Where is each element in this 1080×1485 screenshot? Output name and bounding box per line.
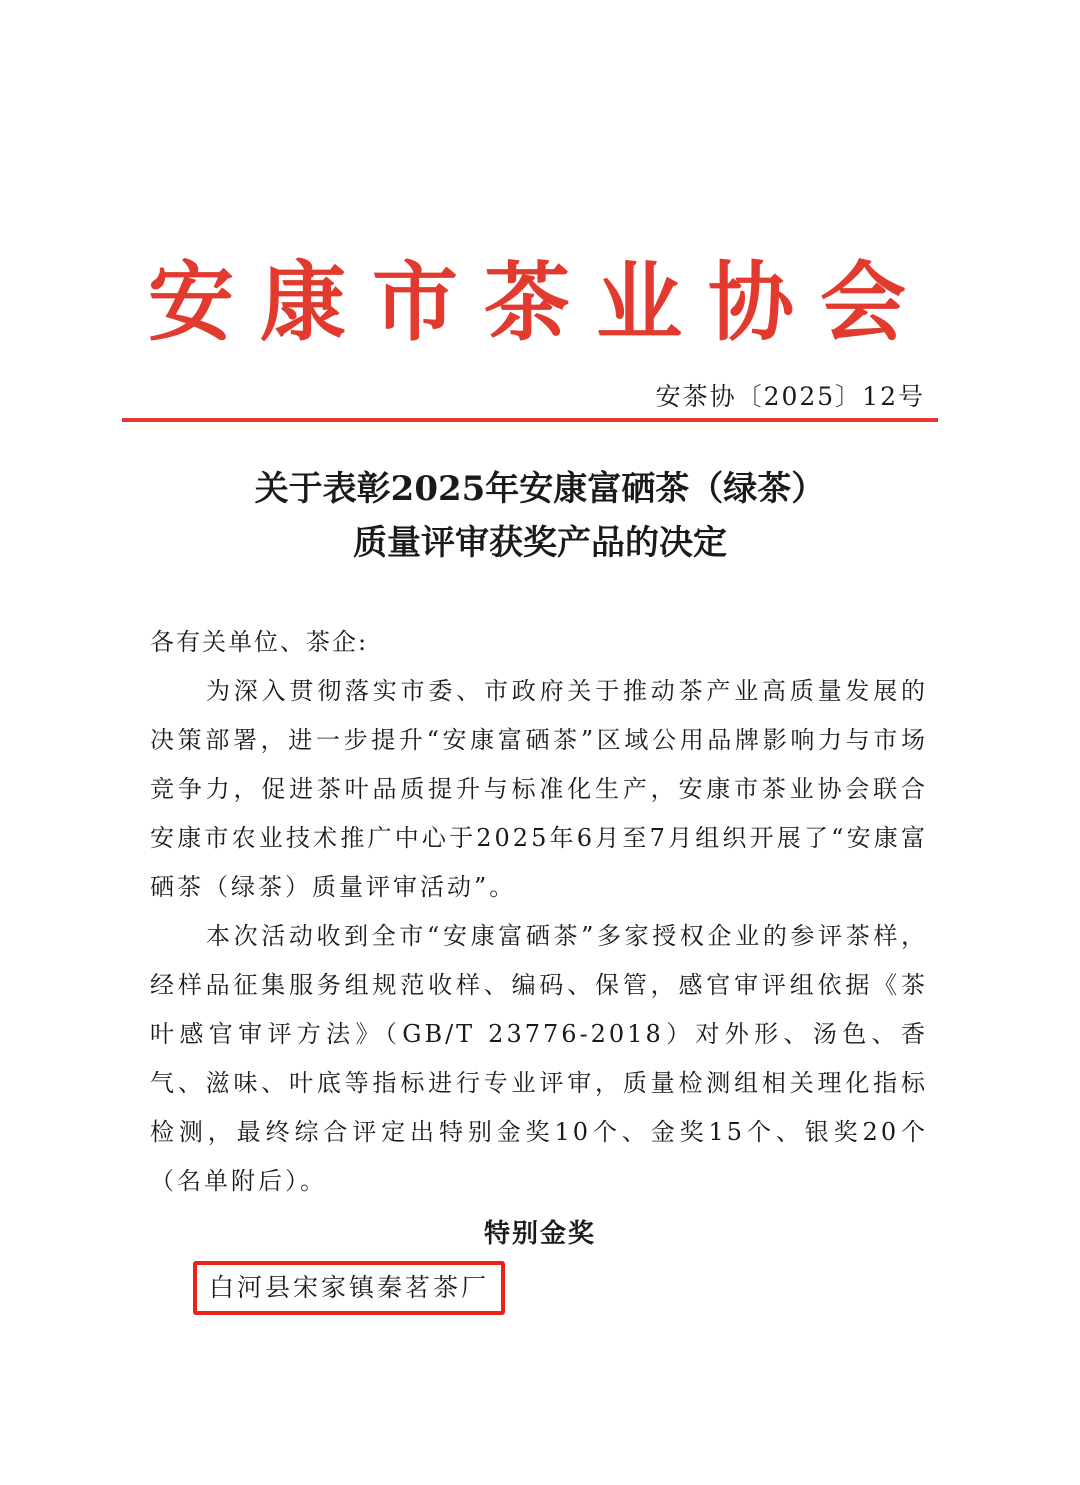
document-title: [0, 462, 1080, 570]
body-paragraph-1: 为深入贯彻落实市委、市政府关于推动茶产业高质量发展的决策部署，进一步提升“安康富硒茶”区域公用品牌影响力与市场竞争力，促进茶叶品质提升与标准化生产，安康市茶业协会联合安康市农业技术推广中心于2025年6月至7月组织开展了“安康富硒茶（绿茶）质量评审活动”。: [150, 677, 928, 901]
award-item-highlighted: 白河县宋家镇秦茗茶厂: [193, 1261, 505, 1315]
salutation: 各有关单位、茶企:: [150, 628, 369, 656]
document-title-line-2: 质量评审获奖产品的决定: [353, 523, 727, 563]
red-divider-line: [122, 418, 938, 422]
organization-header: 安康市茶业协会: [148, 252, 932, 353]
award-section-title: 特别金奖: [483, 1219, 596, 1249]
document-number: 安茶协〔2025〕12号: [655, 382, 925, 411]
document-title-line-1: 关于表彰2025年安康富硒茶（绿茶）: [254, 469, 826, 509]
body-paragraph-2: 本次活动收到全市“安康富硒茶”多家授权企业的参评茶样，经样品征集服务组规范收样、编码、保管，感官审评组依据《茶叶感官审评方法》（GB/T 23776-2018）对外形、汤色、香气、滋味、叶底等指标进行专业评审，质量检测组相关理化指标检测，最终综合评定出特别金奖10个、金奖15个、银奖20个（名单附后）。: [150, 922, 928, 1195]
